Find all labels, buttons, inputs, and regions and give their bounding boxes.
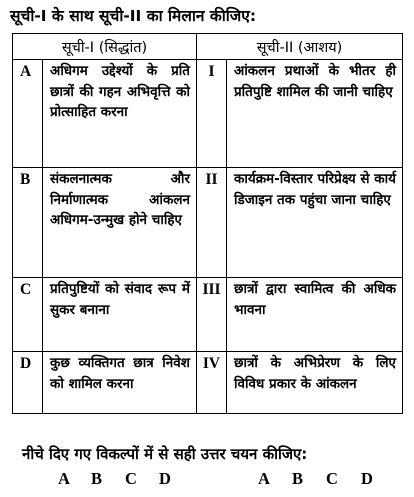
row-numeral: I bbox=[197, 60, 227, 168]
option-col-label: A bbox=[258, 469, 270, 488]
row-letter: C bbox=[13, 278, 43, 352]
table-row bbox=[13, 60, 403, 168]
row-numeral: IV bbox=[197, 352, 227, 414]
row-numeral: II bbox=[197, 168, 227, 278]
option-col-label: A bbox=[58, 469, 70, 488]
principle-text: संकलनात्मक और निर्माणात्मक आंकलन अधिगम-उन्मुख होने चाहिए bbox=[43, 168, 197, 278]
option-header-left bbox=[58, 469, 188, 491]
meaning-text: आंकलन प्रथाओं के भीतर ही प्रतिपुष्टि शामिल की जानी चाहिए bbox=[227, 60, 403, 168]
principle-text: कुछ व्यक्तिगत छात्र निवेश को शामिल करना bbox=[43, 352, 197, 414]
table-row bbox=[13, 352, 403, 414]
option-col-label: B bbox=[91, 469, 103, 488]
option-header-right bbox=[258, 469, 388, 491]
option-col-label: C bbox=[326, 469, 338, 488]
row-numeral: III bbox=[197, 278, 227, 352]
principle-text: अधिगम उद्देश्यों के प्रति छात्रों की गहन अभिवृत्ति को प्रोत्साहित करना bbox=[43, 60, 197, 168]
meaning-text: छात्रों द्वारा स्वामित्व की अधिक भावना bbox=[227, 278, 403, 352]
meaning-text: कार्यक्रम-विस्तार परिप्रेक्ष्य से कार्य डिजाइन तक पहुंचा जाना चाहिए bbox=[227, 168, 403, 278]
option-col-label: D bbox=[159, 469, 171, 488]
instruction-text: नीचे दिए गए विकल्पों में से सही उत्तर चयन कीजिए: bbox=[22, 445, 308, 463]
principle-text: प्रतिपुष्टियों को संवाद रूप में सुकर बनाना bbox=[43, 278, 197, 352]
row-letter: A bbox=[13, 60, 43, 168]
row-letter: D bbox=[13, 352, 43, 414]
table-row bbox=[13, 278, 403, 352]
question-title: सूची-I के साथ सूची-II का मिलान कीजिए: bbox=[10, 7, 257, 25]
row-letter: B bbox=[13, 168, 43, 278]
option-col-label: C bbox=[125, 469, 137, 488]
table-row bbox=[13, 168, 403, 278]
list2-header: सूची-II (आशय) bbox=[197, 34, 403, 60]
match-table bbox=[12, 33, 403, 414]
list1-header: सूची-I (सिद्धांत) bbox=[13, 34, 197, 60]
option-col-label: D bbox=[361, 469, 373, 488]
meaning-text: छात्रों के अभिप्रेरण के लिए विविध प्रकार के आंकलन bbox=[227, 352, 403, 414]
option-col-label: B bbox=[292, 469, 304, 488]
table-header-row bbox=[13, 34, 403, 60]
